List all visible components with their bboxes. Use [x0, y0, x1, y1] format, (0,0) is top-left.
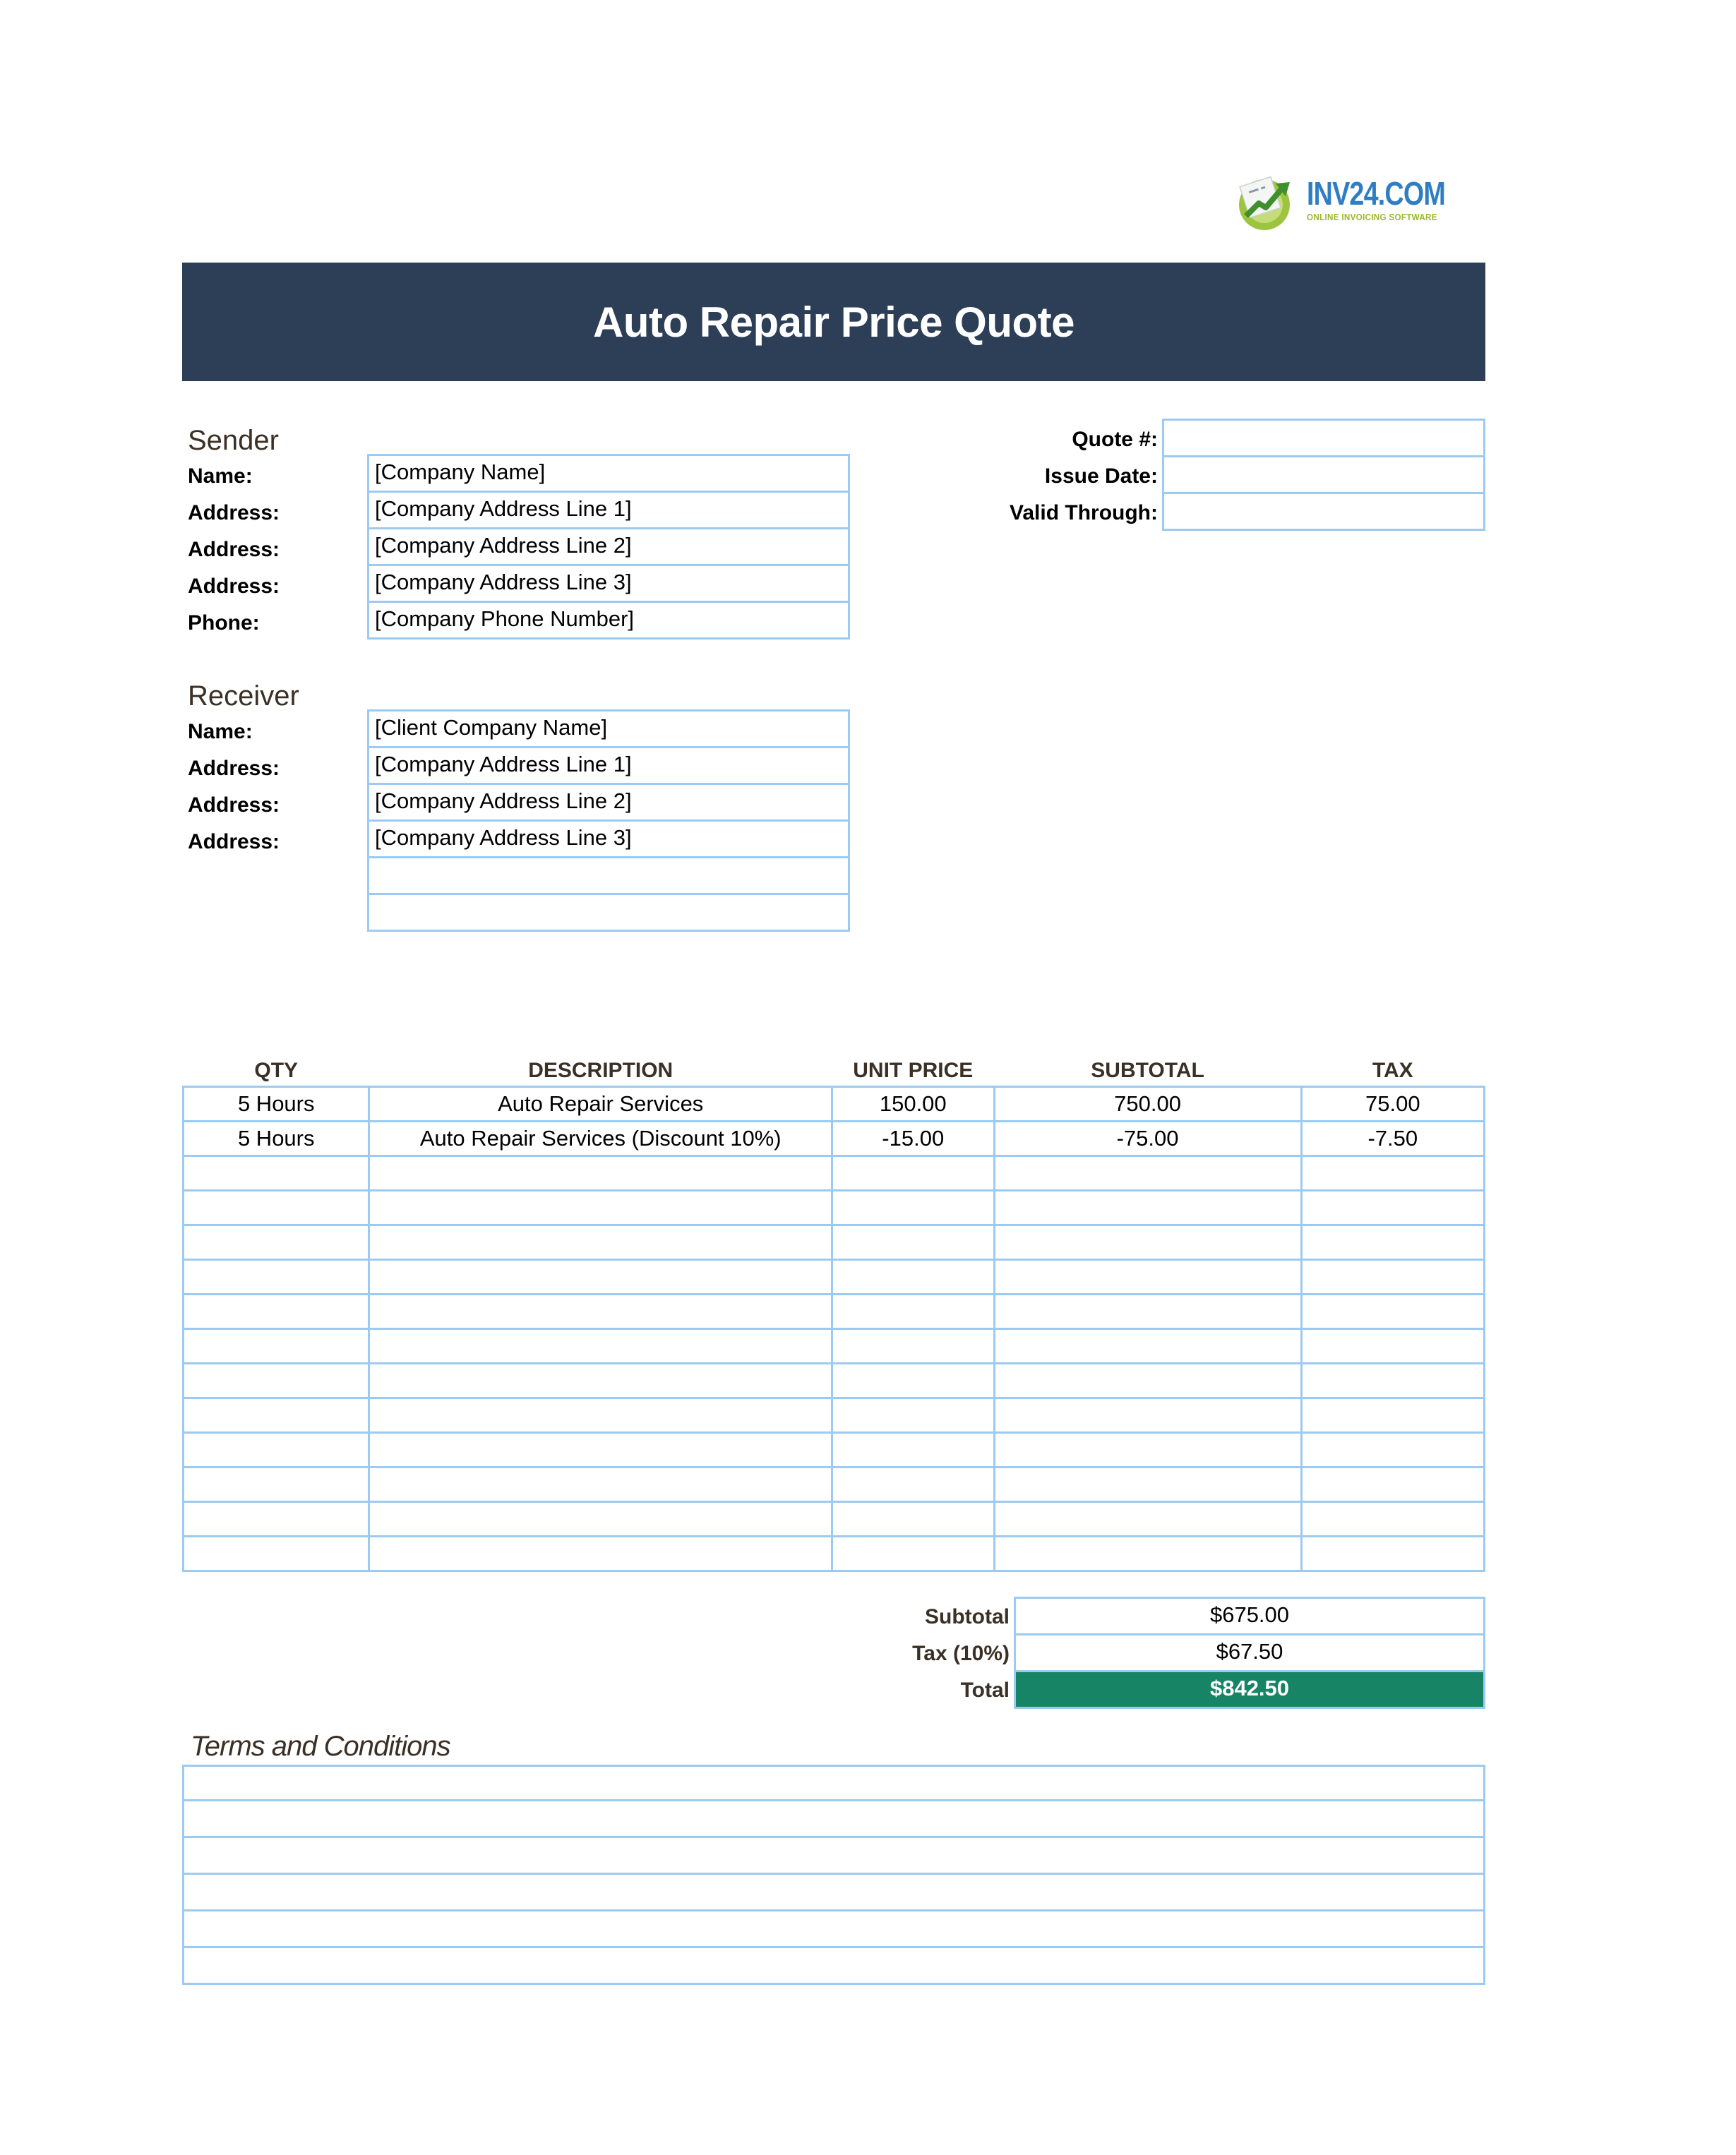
sender-address3-field[interactable]: [Company Address Line 3]: [367, 564, 850, 603]
cell-qty[interactable]: [184, 1329, 369, 1364]
cell-subtotal[interactable]: [994, 1260, 1301, 1295]
column-header-subtotal: SUBTOTAL: [1091, 1059, 1204, 1082]
valid-through-field[interactable]: [1162, 492, 1485, 531]
quote-number-label: Quote #:: [1072, 428, 1158, 451]
cell-qty[interactable]: [184, 1502, 369, 1537]
cell-qty[interactable]: [184, 1191, 369, 1225]
cell-subtotal[interactable]: [994, 1433, 1301, 1467]
cell-unit-price[interactable]: -15.00: [832, 1122, 994, 1156]
table-row: [184, 1467, 1485, 1502]
receiver-name-label: Name:: [188, 720, 253, 743]
cell-unit-price[interactable]: [832, 1467, 994, 1502]
cell-subtotal[interactable]: [994, 1364, 1301, 1398]
cell-unit-price[interactable]: [832, 1364, 994, 1398]
column-header-unit-price: UNIT PRICE: [853, 1059, 974, 1082]
column-header-tax: TAX: [1372, 1059, 1413, 1082]
cell-qty[interactable]: [184, 1537, 369, 1571]
sender-address1-field[interactable]: [Company Address Line 1]: [367, 491, 850, 529]
sender-address1-label: Address:: [188, 501, 280, 524]
page-title: Auto Repair Price Quote: [593, 298, 1074, 346]
cell-subtotal[interactable]: [994, 1295, 1301, 1329]
cell-qty[interactable]: [184, 1225, 369, 1260]
sender-phone-field[interactable]: [Company Phone Number]: [367, 601, 850, 640]
cell-tax[interactable]: [1301, 1502, 1484, 1537]
receiver-heading: Receiver: [188, 680, 299, 712]
receiver-extra2-field[interactable]: [367, 893, 850, 932]
terms-box: [182, 1765, 1485, 1985]
logo-brand-text: INV24.COM: [1307, 175, 1445, 212]
cell-qty[interactable]: [184, 1260, 369, 1295]
cell-tax[interactable]: [1301, 1467, 1484, 1502]
cell-description[interactable]: [369, 1364, 832, 1398]
table-row: [184, 1156, 1485, 1191]
cell-tax[interactable]: [1301, 1364, 1484, 1398]
table-row: [184, 1295, 1485, 1329]
cell-description[interactable]: [369, 1191, 832, 1225]
cell-subtotal[interactable]: -75.00: [994, 1122, 1301, 1156]
cell-tax[interactable]: [1301, 1260, 1484, 1295]
sender-name-field[interactable]: [Company Name]: [367, 454, 850, 493]
cell-tax[interactable]: [1301, 1156, 1484, 1191]
cell-unit-price[interactable]: [832, 1191, 994, 1225]
cell-unit-price[interactable]: [832, 1260, 994, 1295]
table-row: [184, 1329, 1485, 1364]
cell-subtotal[interactable]: [994, 1156, 1301, 1191]
cell-tax[interactable]: [1301, 1329, 1484, 1364]
terms-line[interactable]: [182, 1801, 1485, 1838]
cell-description[interactable]: [369, 1433, 832, 1467]
cell-tax[interactable]: [1301, 1398, 1484, 1433]
table-row: [184, 1398, 1485, 1433]
grand-total-value: $842.50: [1014, 1670, 1485, 1709]
receiver-name-field[interactable]: [Client Company Name]: [367, 709, 850, 748]
cell-tax[interactable]: [1301, 1433, 1484, 1467]
cell-qty[interactable]: [184, 1467, 369, 1502]
invoice-growth-arrow-icon: [1232, 171, 1300, 232]
cell-qty[interactable]: [184, 1398, 369, 1433]
table-row: [184, 1502, 1485, 1537]
terms-line[interactable]: [182, 1948, 1485, 1985]
terms-line[interactable]: [182, 1911, 1485, 1948]
table-row: [184, 1225, 1485, 1260]
cell-tax[interactable]: [1301, 1537, 1484, 1571]
total-label: Total: [960, 1679, 1010, 1702]
cell-tax[interactable]: [1301, 1295, 1484, 1329]
cell-subtotal[interactable]: [994, 1398, 1301, 1433]
cell-unit-price[interactable]: [832, 1225, 994, 1260]
cell-tax[interactable]: 75.00: [1301, 1087, 1484, 1122]
cell-tax[interactable]: [1301, 1191, 1484, 1225]
subtotal-label: Subtotal: [925, 1605, 1010, 1628]
title-banner: [182, 263, 1485, 381]
table-row: [184, 1364, 1485, 1398]
cell-unit-price[interactable]: [832, 1329, 994, 1364]
table-row: [184, 1537, 1485, 1571]
receiver-address1-field[interactable]: [Company Address Line 1]: [367, 746, 850, 785]
column-header-description: DESCRIPTION: [528, 1059, 674, 1082]
sender-address3-label: Address:: [188, 575, 280, 598]
cell-description[interactable]: Auto Repair Services: [369, 1087, 832, 1122]
tax-value: $67.50: [1014, 1633, 1485, 1672]
cell-subtotal[interactable]: [994, 1225, 1301, 1260]
cell-qty[interactable]: [184, 1364, 369, 1398]
terms-line[interactable]: [182, 1838, 1485, 1875]
receiver-address2-label: Address:: [188, 793, 280, 817]
cell-unit-price[interactable]: [832, 1398, 994, 1433]
table-row: [184, 1191, 1485, 1225]
cell-description[interactable]: [369, 1295, 832, 1329]
inv24-logo: [1232, 168, 1465, 233]
cell-description[interactable]: [369, 1260, 832, 1295]
sender-heading: Sender: [188, 425, 279, 456]
cell-unit-price[interactable]: [832, 1537, 994, 1571]
cell-subtotal[interactable]: 750.00: [994, 1087, 1301, 1122]
cell-tax[interactable]: -7.50: [1301, 1122, 1484, 1156]
cell-description[interactable]: [369, 1225, 832, 1260]
terms-heading: Terms and Conditions: [191, 1731, 450, 1762]
sender-name-label: Name:: [188, 464, 253, 488]
cell-description[interactable]: [369, 1329, 832, 1364]
cell-description[interactable]: [369, 1502, 832, 1537]
receiver-extra1-field[interactable]: [367, 856, 850, 895]
cell-tax[interactable]: [1301, 1225, 1484, 1260]
subtotal-value: $675.00: [1014, 1597, 1485, 1635]
receiver-address3-field[interactable]: [Company Address Line 3]: [367, 820, 850, 858]
column-header-qty: QTY: [254, 1059, 299, 1082]
receiver-address1-label: Address:: [188, 757, 280, 780]
cell-description[interactable]: [369, 1467, 832, 1502]
cell-qty[interactable]: [184, 1295, 369, 1329]
valid-through-label: Valid Through:: [1010, 501, 1158, 524]
sender-phone-label: Phone:: [188, 611, 260, 635]
cell-description[interactable]: [369, 1398, 832, 1433]
cell-unit-price[interactable]: [832, 1295, 994, 1329]
cell-subtotal[interactable]: [994, 1502, 1301, 1537]
table-row: [184, 1433, 1485, 1467]
cell-qty[interactable]: [184, 1156, 369, 1191]
quote-number-field[interactable]: [1162, 419, 1485, 457]
table-row: [184, 1122, 1485, 1156]
cell-unit-price[interactable]: [832, 1502, 994, 1537]
table-header-row: [184, 1048, 1485, 1087]
sender-address2-label: Address:: [188, 538, 280, 561]
cell-subtotal[interactable]: [994, 1329, 1301, 1364]
receiver-address2-field[interactable]: [Company Address Line 2]: [367, 783, 850, 822]
cell-description[interactable]: [369, 1537, 832, 1571]
cell-description[interactable]: [369, 1156, 832, 1191]
cell-qty[interactable]: 5 Hours: [184, 1122, 369, 1156]
tax-label: Tax (10%): [912, 1642, 1010, 1665]
cell-unit-price[interactable]: [832, 1156, 994, 1191]
table-row: [184, 1260, 1485, 1295]
terms-line[interactable]: [182, 1765, 1485, 1801]
sender-address2-field[interactable]: [Company Address Line 2]: [367, 527, 850, 566]
cell-qty[interactable]: 5 Hours: [184, 1087, 369, 1122]
cell-subtotal[interactable]: [994, 1537, 1301, 1571]
table-row: [184, 1087, 1485, 1122]
cell-subtotal[interactable]: [994, 1467, 1301, 1502]
cell-unit-price[interactable]: 150.00: [832, 1087, 994, 1122]
terms-line[interactable]: [182, 1875, 1485, 1911]
issue-date-field[interactable]: [1162, 455, 1485, 494]
cell-description[interactable]: Auto Repair Services (Discount 10%): [369, 1122, 832, 1156]
cell-qty[interactable]: [184, 1433, 369, 1467]
receiver-address3-label: Address:: [188, 830, 280, 853]
line-items-table: [182, 1048, 1485, 1572]
cell-subtotal[interactable]: [994, 1191, 1301, 1225]
issue-date-label: Issue Date:: [1044, 464, 1158, 488]
logo-tagline: ONLINE INVOICING SOFTWARE: [1307, 212, 1437, 222]
cell-unit-price[interactable]: [832, 1433, 994, 1467]
